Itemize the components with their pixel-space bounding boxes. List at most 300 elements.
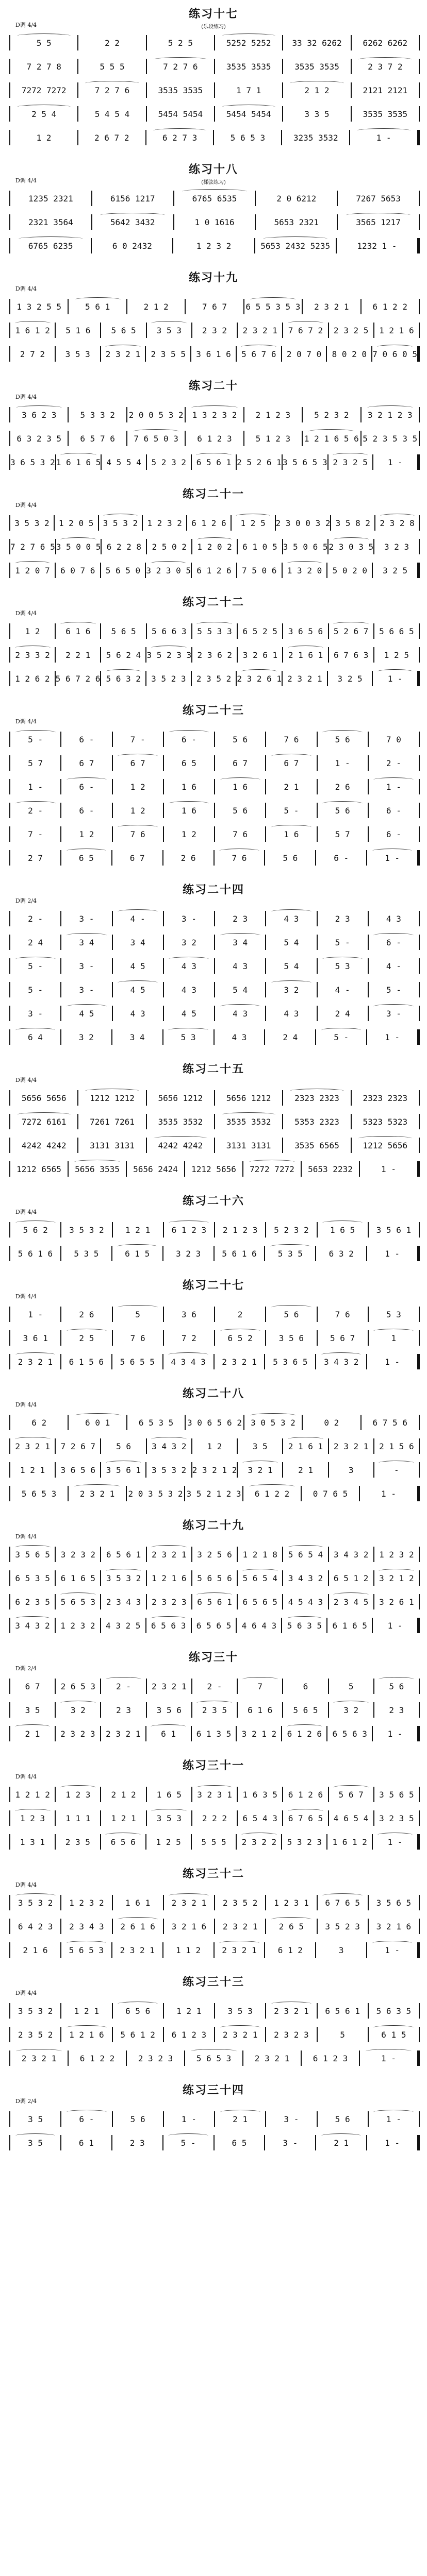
measure — [329, 1676, 373, 1697]
measure — [10, 1940, 60, 1960]
measure — [302, 2048, 359, 2069]
staff-line — [9, 1566, 420, 1590]
key-signature: D调 4/4 — [15, 22, 37, 28]
exercise-title: 练习二十九 — [182, 1519, 244, 1532]
notes: 1 6 1 — [125, 1897, 151, 1908]
notes: 5 2 6 7 — [333, 626, 369, 636]
measure — [10, 824, 60, 844]
staff-line — [9, 2131, 420, 2155]
notes: 1 6 — [284, 829, 299, 839]
notes: 2321 3564 — [28, 217, 73, 227]
slur-mark — [17, 33, 71, 38]
measure — [10, 1892, 60, 1913]
notes: 1212 5656 — [363, 1140, 408, 1150]
notes: 5 6 5 — [111, 325, 136, 335]
slur-mark — [242, 1569, 278, 1573]
measure — [146, 1460, 191, 1480]
slur-mark — [197, 537, 233, 542]
measure — [369, 1916, 419, 1937]
slur-mark — [333, 1592, 369, 1597]
notes: 6 1 0 5 — [242, 541, 277, 552]
notes: 4 5 — [130, 961, 145, 971]
measure — [329, 1591, 373, 1612]
exercise-title: 练习十九 — [188, 271, 238, 284]
measure — [163, 2132, 213, 2153]
notes: 1 2 0 7 — [15, 565, 50, 575]
measure — [101, 344, 145, 364]
notes: 1 2 3 — [20, 1813, 45, 1823]
notes: 1 - — [385, 1248, 400, 1259]
slur-mark — [219, 849, 259, 853]
notes: 1 2 1 6 — [152, 1573, 187, 1583]
slur-mark — [288, 646, 323, 650]
measure — [283, 1088, 350, 1108]
measure — [328, 668, 372, 689]
staff-line — [9, 210, 420, 234]
notes: 2 0 3 5 3 2 — [128, 1488, 183, 1499]
measure — [327, 1832, 372, 1852]
measure — [113, 979, 163, 1000]
measure — [92, 212, 173, 232]
notes: 5 6 7 — [330, 1333, 355, 1343]
notes: 3 2 3 — [384, 541, 409, 552]
key-signature: D调 4/4 — [15, 718, 37, 725]
measure — [318, 1892, 368, 1913]
measure — [192, 1700, 237, 1720]
notes: 1212 6565 — [17, 1164, 61, 1174]
notes: 2 4 — [28, 937, 43, 947]
notes: 4 3 — [130, 1008, 145, 1019]
measure — [266, 956, 316, 976]
notes: 6 - — [79, 734, 94, 744]
measure — [10, 908, 60, 929]
notes: 1 6 1 2 — [332, 1837, 367, 1847]
slur-mark — [220, 933, 260, 938]
measure — [147, 1111, 214, 1132]
barline — [419, 779, 420, 794]
notes: 3 2 1 6 — [376, 1921, 412, 1931]
measure — [374, 1544, 419, 1565]
measure — [164, 2109, 214, 2129]
measure — [56, 1436, 100, 1456]
notes: 3 — [348, 1465, 354, 1475]
measure — [283, 80, 350, 100]
barline — [419, 1547, 420, 1562]
measure — [185, 1483, 242, 1504]
staff-line — [9, 450, 420, 474]
measure — [266, 932, 316, 953]
notes: 1 2 — [181, 829, 196, 839]
measure — [10, 1351, 60, 1372]
notes: 2 1 5 6 — [379, 1441, 414, 1451]
measure — [56, 668, 101, 689]
measure — [318, 729, 368, 750]
measure — [192, 320, 237, 341]
exercise-section — [0, 2079, 427, 2148]
notes: 4242 4242 — [21, 1140, 67, 1150]
notes: 1 - — [386, 782, 401, 792]
measure — [78, 104, 145, 124]
staff-line — [9, 619, 420, 643]
notes: 3 2 5 — [337, 673, 363, 684]
notes: - — [394, 1465, 399, 1475]
notes: 6 1 2 6 — [288, 1789, 323, 1800]
measure — [147, 536, 191, 557]
slur-mark — [103, 514, 138, 518]
notes: 4 3 4 3 — [171, 1357, 206, 1367]
notes: 2 — [237, 1309, 243, 1319]
staff-line — [9, 1242, 420, 1265]
staff-line — [9, 102, 420, 126]
notes: 3 6 2 3 — [21, 410, 57, 420]
slur-mark — [242, 1677, 278, 1682]
measure — [283, 560, 327, 581]
measure — [302, 1483, 359, 1504]
slur-mark — [154, 1136, 207, 1141]
slur-mark — [220, 1004, 260, 1009]
notes: 5 3 6 5 — [273, 1357, 308, 1367]
barline — [419, 431, 420, 446]
measure — [101, 1808, 145, 1828]
slur-mark — [85, 81, 139, 86]
measure — [318, 753, 368, 773]
notes: 5 6 1 — [85, 301, 110, 312]
measure — [61, 1351, 111, 1372]
measure — [338, 188, 419, 209]
measure — [69, 1483, 126, 1504]
notes: 2 3 5 — [202, 1705, 227, 1715]
slur-mark — [373, 933, 414, 938]
notes: 7 - — [130, 734, 145, 744]
measure — [10, 104, 77, 124]
notes: 1 2 — [130, 805, 145, 816]
measure — [192, 1808, 237, 1828]
measure — [316, 848, 366, 868]
measure — [113, 2109, 163, 2129]
slur-mark — [15, 1437, 51, 1442]
measure — [265, 1940, 315, 1960]
measure — [113, 908, 163, 929]
notes: 1 2 3 — [65, 1789, 91, 1800]
barline — [419, 35, 420, 50]
exercise-title: 练习三十 — [188, 1651, 238, 1664]
notes: 3 2 5 — [382, 565, 408, 575]
notes: 1 1 2 — [175, 1945, 201, 1955]
measure — [238, 536, 282, 557]
notes: 1 - — [385, 1032, 400, 1042]
notes: 6 1 2 2 — [372, 301, 407, 312]
slur-mark — [322, 957, 363, 961]
measure — [102, 452, 145, 472]
notes: 4 6 4 3 — [241, 1620, 277, 1631]
staff-line — [9, 2023, 420, 2046]
notes: 2 3 2 3 — [60, 1728, 95, 1739]
barline — [419, 59, 420, 74]
measure — [143, 513, 186, 533]
exercise-title: 练习三十三 — [182, 1975, 244, 1989]
notes: 3 5 3 — [156, 1813, 182, 1823]
measure — [102, 536, 146, 557]
measure — [283, 452, 327, 472]
slur-mark — [270, 1244, 310, 1249]
barline — [419, 1307, 420, 1322]
notes: 5 6 — [283, 853, 298, 863]
staff-line — [9, 1722, 420, 1745]
notes: 5 6 5 3 — [69, 1945, 104, 1955]
notes: 3 2 1 2 3 — [367, 410, 413, 420]
measure — [101, 320, 145, 341]
staff-line — [9, 822, 420, 846]
slur-mark — [196, 1785, 232, 1790]
measure — [192, 1460, 237, 1480]
measure — [373, 668, 417, 689]
slur-mark — [191, 405, 237, 410]
key-signature: D调 4/4 — [15, 394, 37, 400]
slur-mark — [154, 57, 207, 62]
measure — [61, 1003, 111, 1024]
notes: 3 5 6 — [278, 1333, 304, 1343]
slur-mark — [151, 1809, 187, 1814]
notes: 6 2 3 5 — [15, 1597, 50, 1607]
barline — [419, 1810, 420, 1826]
measure — [10, 729, 60, 750]
notes: 2 3 2 1 — [18, 1357, 53, 1367]
notes: 6 - — [181, 734, 196, 744]
measure — [127, 428, 185, 449]
notes: 5 6 — [335, 2114, 350, 2124]
measure — [10, 1568, 55, 1588]
slur-mark — [380, 514, 415, 518]
staff-line — [9, 1110, 420, 1133]
measure — [147, 320, 191, 341]
slur-mark — [377, 1833, 413, 1837]
measure — [10, 296, 68, 317]
measure — [78, 56, 145, 77]
measure — [147, 80, 214, 100]
notes: 3 2 1 2 — [379, 1573, 414, 1583]
measure — [303, 428, 360, 449]
measure — [265, 1243, 315, 1264]
measure — [215, 1088, 282, 1108]
measure — [215, 956, 265, 976]
measure — [215, 1328, 265, 1348]
measure — [113, 776, 163, 797]
measure — [256, 212, 337, 232]
measure — [113, 956, 163, 976]
notes: 3 6 5 6 — [60, 1465, 95, 1475]
slur-mark — [17, 105, 71, 109]
notes: 6 — [303, 1681, 308, 1691]
measure — [56, 536, 101, 557]
notes: 3 6 1 6 — [196, 349, 231, 359]
measure — [101, 1460, 145, 1480]
slur-mark — [373, 2025, 414, 2030]
staff-line — [9, 2107, 420, 2131]
notes: 3535 3535 — [294, 61, 339, 72]
notes: 7 6 — [130, 1333, 145, 1343]
measure — [266, 1328, 316, 1348]
measure — [238, 621, 282, 641]
notes: 5353 2323 — [294, 1116, 339, 1127]
measure — [352, 1135, 419, 1156]
measure — [164, 1892, 214, 1913]
key-signature: D调 2/4 — [15, 897, 37, 904]
notes: 2 5 — [79, 1333, 94, 1343]
measure — [283, 1436, 327, 1456]
measure — [372, 344, 417, 364]
notes: 1 - — [376, 132, 391, 143]
notes: 3 5 8 2 — [335, 518, 371, 528]
notes: 5 - — [334, 1032, 349, 1042]
staff-line — [9, 1891, 420, 1914]
exercise-section — [0, 1863, 427, 1955]
measure — [147, 32, 214, 53]
slur-mark — [249, 1160, 295, 1164]
measure — [327, 344, 371, 364]
exercise-title: 练习二十二 — [182, 596, 244, 609]
notes: 2 3 7 2 — [368, 61, 403, 72]
slur-mark — [15, 2133, 56, 2138]
notes: 1 - — [28, 1309, 43, 1319]
notes: 2 3 — [233, 913, 248, 924]
notes: 4 3 — [284, 913, 299, 924]
notes: 3 6 — [181, 1309, 196, 1319]
notes: 4242 4242 — [158, 1140, 203, 1150]
measure — [61, 956, 111, 976]
notes: 3 - — [284, 2114, 299, 2124]
measure — [266, 1892, 316, 1913]
notes: 6 0 2432 — [112, 241, 152, 251]
notes: 4 3 — [233, 961, 248, 971]
measure — [113, 1219, 163, 1240]
notes: 2 - — [386, 758, 401, 768]
notes: 3 5 3 — [156, 325, 182, 335]
notes: 6 - — [386, 829, 401, 839]
slur-mark — [196, 453, 231, 457]
slur-mark — [241, 1833, 277, 1837]
notes: 5 2 3 2 — [151, 457, 186, 467]
staff-line — [9, 295, 420, 318]
measure — [61, 1219, 111, 1240]
staff-line — [9, 1025, 420, 1049]
slur-mark — [242, 1461, 278, 1465]
notes: 6 5 2 5 — [242, 626, 277, 636]
staff-line — [9, 1783, 420, 1806]
measure — [56, 1700, 100, 1720]
measure — [215, 908, 265, 929]
measure — [61, 848, 111, 868]
measure — [10, 1436, 55, 1456]
notes: 6 7 — [129, 853, 145, 863]
measure — [10, 2109, 60, 2129]
measure — [337, 235, 417, 256]
measure — [329, 320, 373, 341]
slur-mark — [287, 561, 322, 566]
notes: 3 5 6 1 — [376, 1225, 412, 1235]
measure — [215, 104, 282, 124]
notes: 3 0 6 5 6 2 — [187, 1417, 242, 1428]
measure — [101, 1544, 145, 1565]
slur-mark — [169, 957, 209, 961]
notes: 2 6 5 — [278, 1921, 304, 1931]
slur-mark — [373, 1004, 414, 1009]
slur-mark — [288, 321, 323, 326]
measure — [78, 1135, 145, 1156]
notes: 5 7 — [335, 829, 350, 839]
notes: 6 5 6 1 — [106, 1549, 141, 1560]
measure — [147, 1784, 191, 1805]
measure — [329, 1784, 373, 1805]
notes: 6 1 6 5 — [332, 1620, 367, 1631]
measure — [374, 1808, 419, 1828]
notes: 5 5 5 — [201, 1837, 226, 1847]
measure — [318, 932, 368, 953]
notes: 1 2 1 6 5 6 — [304, 433, 359, 444]
measure — [10, 320, 55, 341]
exercise-title: 练习三十四 — [182, 2083, 244, 2097]
barline — [419, 958, 420, 974]
staff-line — [9, 1614, 420, 1637]
measure — [215, 729, 265, 750]
notes: 3535 3535 — [226, 61, 271, 72]
notes: 1232 1 - — [357, 241, 397, 251]
measure — [61, 1243, 111, 1264]
measure — [374, 1784, 419, 1805]
measure — [147, 1591, 191, 1612]
slur-mark — [118, 1917, 158, 1922]
notes: 6 3 2 3 5 — [17, 433, 62, 444]
staff-line — [9, 511, 420, 535]
measure — [316, 1027, 366, 1047]
measure — [10, 753, 60, 773]
notes: 2 - — [28, 805, 43, 816]
notes: 3 - — [28, 1008, 43, 1019]
notes: 5 3 5 — [277, 1248, 303, 1259]
notes: 5 3 — [335, 961, 350, 971]
measure — [10, 1483, 68, 1504]
notes: 0 2 — [324, 1417, 339, 1428]
notes: 2 3 2 6 1 — [237, 673, 282, 684]
slur-mark — [222, 1112, 275, 1117]
measure — [147, 1700, 191, 1720]
measure — [266, 753, 316, 773]
slur-mark — [118, 825, 158, 829]
notes: 6 7 6 5 — [325, 1897, 360, 1908]
key-signature: D调 2/4 — [15, 1665, 37, 1672]
measure — [99, 513, 142, 533]
measure — [327, 1723, 372, 1744]
notes: 6 - — [79, 2114, 94, 2124]
exercise-title: 练习二十七 — [182, 1279, 244, 1292]
measure — [329, 452, 372, 472]
measure — [238, 320, 282, 341]
measure — [238, 1544, 282, 1565]
notes: 3 4 3 2 — [15, 1620, 50, 1631]
measure — [283, 645, 327, 665]
staff-line — [9, 1482, 420, 1505]
slur-mark — [357, 128, 410, 133]
barline — [419, 1919, 420, 1934]
measure — [215, 979, 265, 1000]
notes: 1 6 — [181, 805, 196, 816]
notes: 5 - — [386, 985, 401, 995]
notes: 3 - — [79, 913, 94, 924]
measure — [10, 80, 77, 100]
measure — [10, 979, 60, 1000]
measure — [10, 56, 77, 77]
slur-mark — [15, 1809, 51, 1814]
measure — [329, 645, 373, 665]
